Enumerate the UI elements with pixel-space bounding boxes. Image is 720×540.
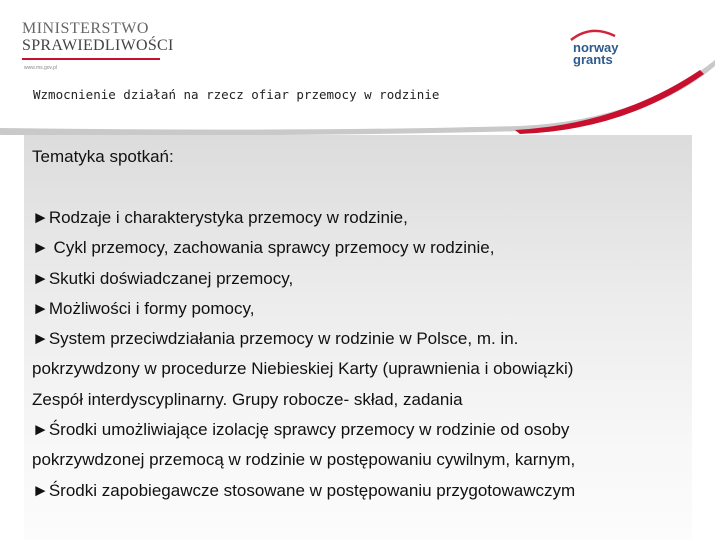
- topic-list: [32, 203, 692, 506]
- norway-grants-logo: [565, 28, 635, 76]
- topic-line: ►Rodzaje i charakterystyka przemocy w rodzinie,: [32, 208, 408, 227]
- norway-grants-text: [573, 42, 619, 66]
- ministry-name-line1: MINISTERSTWO: [22, 20, 149, 37]
- topic-line: Zespół interdyscyplinarny. Grupy robocze- skład, zadania: [32, 389, 463, 409]
- topic-line: ►Skutki doświadczanej przemocy,: [32, 268, 294, 288]
- content-heading: Tematyka spotkań:: [32, 147, 174, 166]
- topic-line: ►Środki zapobiegawcze stosowane w postępowaniu przygotowawczym: [32, 480, 576, 500]
- project-subtitle: Wzmocnienie działań na rzecz ofiar przemocy w rodzinie: [33, 87, 440, 102]
- ministry-name-line2: SPRAWIEDLIWOŚCI: [22, 37, 174, 54]
- topic-line: pokrzywdzony w procedurze Niebieskiej Karty (uprawnienia i obowiązki): [32, 359, 574, 379]
- norway-grants-line2: grants: [573, 52, 613, 67]
- topic-line: ►Możliwości i formy pomocy,: [32, 298, 255, 318]
- ministry-url: www.ms.gov.pl: [24, 65, 57, 71]
- topic-line: ►Środki umożliwiające izolację sprawcy przemocy w rodzinie od osoby: [32, 420, 570, 440]
- norway-grants-line1: norway: [573, 40, 619, 55]
- slide-header: [0, 0, 720, 135]
- topic-line: ► Cykl przemocy, zachowania sprawcy przemocy w rodzinie,: [32, 238, 495, 258]
- content-panel: [24, 135, 692, 540]
- topic-line: pokrzywdzonej przemocą w rodzinie w postępowaniu cywilnym, karnym,: [32, 450, 576, 470]
- topic-line: ►System przeciwdziałania przemocy w rodzinie w Polsce, m. in.: [32, 329, 519, 349]
